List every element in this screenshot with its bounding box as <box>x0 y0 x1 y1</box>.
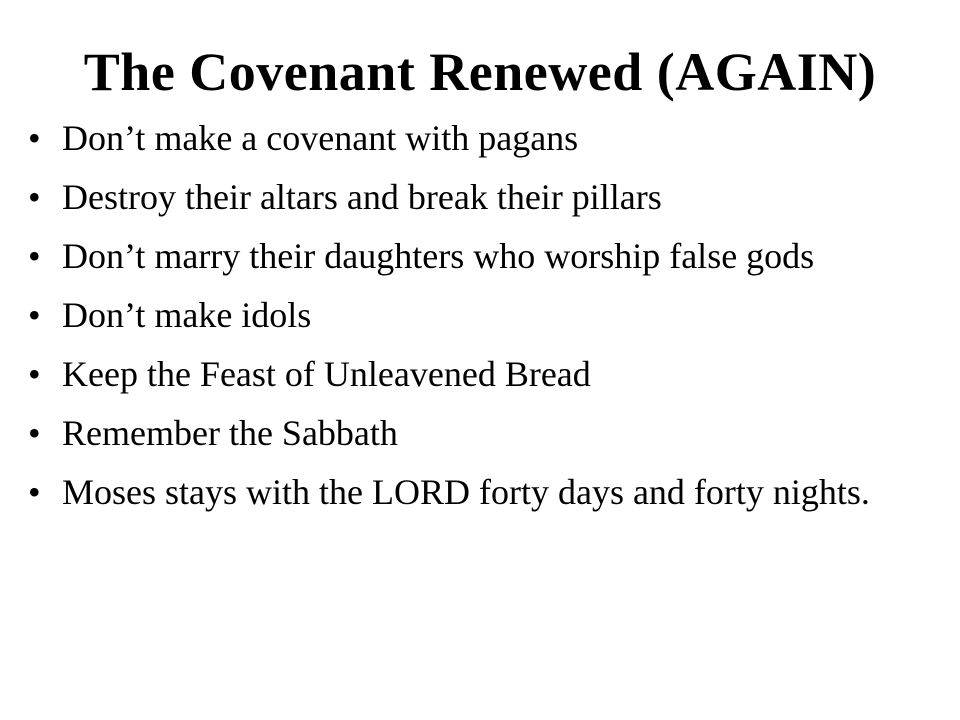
bullet-dot-icon: • <box>28 472 41 512</box>
bullet-dot-icon: • <box>28 354 41 394</box>
bullet-text: Don’t marry their daughters who worship false gods <box>62 236 815 276</box>
bullet-text: Destroy their altars and break their pillars <box>62 177 662 217</box>
bullet-dot-icon: • <box>28 177 41 217</box>
bullet-dot-icon: • <box>28 118 41 158</box>
bullet-text: Moses stays with the LORD forty days and forty nights. <box>62 472 870 512</box>
bullet-item <box>28 472 928 512</box>
bullet-dot-icon: • <box>28 413 41 453</box>
bullet-dot-icon: • <box>28 295 41 335</box>
bullet-item <box>28 118 928 158</box>
slide-title: The Covenant Renewed (AGAIN) <box>83 42 877 102</box>
bullet-dot-icon: • <box>28 236 41 276</box>
bullet-list <box>28 118 928 531</box>
bullet-item <box>28 177 928 217</box>
bullet-text: Don’t make a covenant with pagans <box>62 118 579 158</box>
bullet-item <box>28 413 928 453</box>
bullet-item <box>28 354 928 394</box>
bullet-item <box>28 295 928 335</box>
bullet-text: Don’t make idols <box>62 295 312 335</box>
bullet-text: Keep the Feast of Unleavened Bread <box>62 354 591 394</box>
bullet-item <box>28 236 928 276</box>
bullet-text: Remember the Sabbath <box>62 413 398 453</box>
